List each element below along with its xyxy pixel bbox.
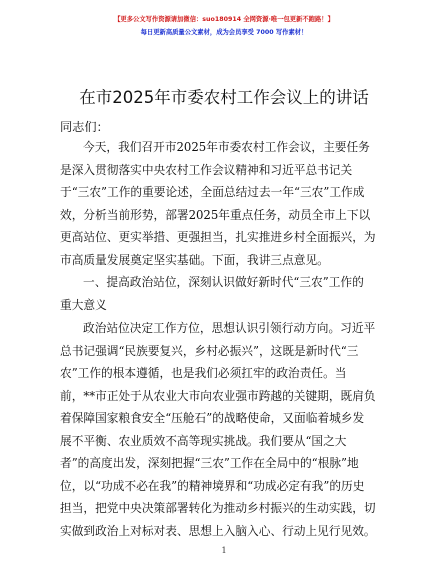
paragraph-line: 今天，我们召开市2025年市委农村工作会议，主要任务	[83, 140, 370, 154]
paragraph-line: 是深入贯彻落实中央农村工作会议精神和习近平总书记关	[60, 162, 353, 177]
section-heading-1	[60, 271, 390, 316]
paragraph-line: 效，分析当前形势，部署2025年重点任务，动员全市上下以	[60, 207, 371, 222]
heading-line: 重大意义	[60, 297, 107, 312]
paragraph-line: 政治站位决定工作方位，思想认识引领行动方向。习近平	[83, 321, 376, 335]
salutation: 同志们：	[60, 120, 109, 134]
paragraph-line: 着保障国家粮食安全“压舱石”的战略使命，又面临着城乡发	[60, 411, 365, 425]
promo-banner-line-1: 【更多公文写作资源请加微信：suo180914 全网资源·唯一包更新不跑路！】	[114, 16, 334, 23]
paragraph-line: 总书记强调“民族要复兴，乡村必振兴”，这既是新时代“三	[60, 343, 359, 358]
paragraph-line: 前，**市正处于从农业大市向农业强市跨越的关键期，既肩负	[60, 388, 376, 403]
promo-banner-line-2: 每日更新高质量公文素材，成为会员享受 7000 写作素材！	[140, 29, 308, 36]
paragraph-line: 展不平衡、农业质效不高等现实挑战。我们要从“国之大	[60, 433, 347, 448]
opening-paragraph	[60, 136, 390, 271]
paragraph-line: 担当，把党中央决策部署转化为推动乡村振兴的生动实践，切	[60, 501, 376, 515]
heading-line: 一、提高政治站位，深刻认识做好新时代“三农”工作的	[83, 275, 364, 289]
paragraph-line: 市高质量发展奠定坚实基础。下面，我讲三点意见。	[60, 252, 329, 267]
section-1-paragraph	[60, 317, 390, 542]
document-title: 在市2025年市委农村工作会议上的讲话	[79, 88, 369, 107]
paragraph-line: 于“三农”工作的重要论述，全面总结过去一年“三农”工作成	[60, 185, 365, 199]
paragraph-line: 更高站位、更实举措、更强担当，扎实推进乡村全面振兴，为	[60, 230, 376, 244]
paragraph-line: 实做到政治上对标对表、思想上入脑入心、行动上见行见效。	[60, 523, 376, 538]
paragraph-line: 者”的高度出发，深刻把握“三农”工作在全局中的“根脉”地	[60, 456, 359, 470]
paragraph-line: 农”工作的根本遵循，也是我们必须扛牢的政治责任。当	[60, 366, 347, 380]
paragraph-line: 位，以“功成不必在我”的精神境界和“功成必定有我”的历史	[60, 478, 365, 493]
page-number: 1	[221, 546, 227, 555]
